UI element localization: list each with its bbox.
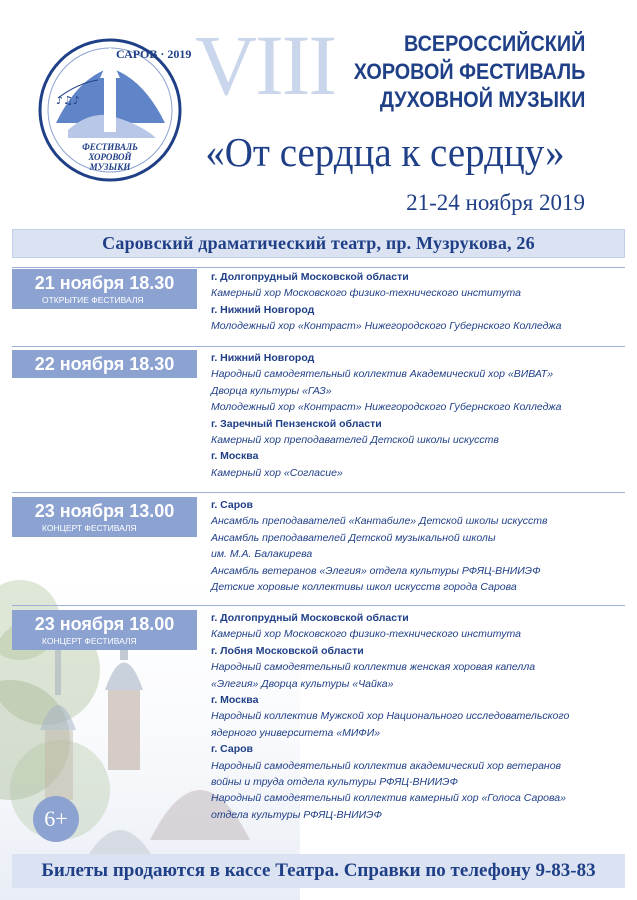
festival-logo (38, 38, 192, 183)
day-subtitle: КОНЦЕРТ ФЕСТИВАЛЯ (42, 523, 137, 533)
choir-entry: Народный самодеятельный коллектив Академический хор «ВИВАТ» (211, 368, 554, 381)
day-program (211, 269, 621, 335)
choir-entry: Народный коллектив Мужской хор Национального исследовательского (211, 710, 570, 723)
choir-entry: Молодежный хор «Контраст» Нижегородского Губернского Колледжа (211, 401, 562, 414)
day-header (12, 497, 197, 537)
choir-entry: Народный самодеятельный коллектив камерный хор «Голоса Сарова» (211, 792, 566, 805)
divider (12, 346, 625, 347)
choir-entry: Камерный хор «Согласие» (211, 466, 343, 479)
title-line: ДУХОВНОЙ МУЗЫКИ (379, 87, 585, 112)
choir-entry: Детские хоровые коллективы школ искусств города Сарова (211, 580, 517, 593)
day-subtitle: КОНЦЕРТ ФЕСТИВАЛЯ (42, 636, 137, 646)
choir-entry: Ансамбль преподавателей «Кантабиле» Детской школы искусств (211, 515, 548, 528)
day-header (12, 610, 197, 650)
day-date: 23 ноября 18.00 (34, 614, 175, 634)
logo-caption-1: ФЕСТИВАЛЬ (82, 142, 138, 152)
city-heading: г. Москва (211, 693, 259, 706)
svg-text:♪♫♪: ♪♫♪ (56, 94, 80, 107)
choir-entry: войны и труда отдела культуры РФЯЦ-ВНИИЭФ (211, 775, 459, 788)
divider (12, 267, 625, 268)
choir-entry: Камерный хор Московского физико-технического института (211, 628, 521, 641)
festival-slogan: «От сердца к сердцу» (205, 129, 565, 175)
ticket-info-text: Билеты продаются в кассе Театра. Справки по телефону 9-83-83 (41, 860, 596, 881)
choir-entry: Ансамбль ветеранов «Элегия» отдела культуры РФЯЦ-ВНИИЭФ (211, 564, 541, 577)
ticket-info-banner (12, 854, 625, 888)
choir-entry: Дворца культуры «ГАЗ» (211, 384, 332, 397)
choir-entry: Народный самодеятельный коллектив женская хоровая капелла (211, 661, 536, 674)
festival-title (353, 30, 585, 114)
choir-entry: Молодежный хор «Контраст» Нижегородского Губернского Колледжа (211, 320, 562, 333)
city-heading: г. Саров (211, 743, 253, 756)
day-header (12, 269, 197, 309)
city-heading: г. Москва (211, 450, 259, 463)
logo-caption-2: ХОРОВОЙ (88, 152, 132, 162)
choir-entry: им. М.А. Балакирева (211, 548, 313, 561)
city-heading: г. Лобня Московской области (211, 644, 364, 657)
choir-entry: Ансамбль преподавателей Детской музыкальной школы (211, 531, 496, 544)
choir-entry: «Элегия» Дворца культуры «Чайка» (211, 677, 394, 690)
day-program (211, 350, 621, 481)
choir-entry: ядерного университета «МИФИ» (211, 726, 381, 739)
choir-entry: Камерный хор преподавателей Детской школы искусств (211, 433, 499, 446)
day-program (211, 610, 621, 823)
day-subtitle: ОТКРЫТИЕ ФЕСТИВАЛЯ (42, 295, 144, 305)
city-heading: г. Саров (211, 499, 253, 511)
day-header (12, 350, 197, 378)
logo-ring-text: САРОВ · 2019 (116, 47, 192, 61)
city-heading: г. Долгопрудный Московской области (211, 612, 409, 624)
day-date: 22 ноября 18.30 (34, 354, 175, 374)
age-rating-badge: 6+ (33, 796, 79, 842)
title-line: ВСЕРОССИЙСКИЙ (403, 31, 585, 56)
choir-entry: Народный самодеятельный коллектив академический хор ветеранов (211, 759, 562, 772)
venue-text: Саровский драматический театр, пр. Музрукова, 26 (102, 233, 535, 253)
day-date: 21 ноября 18.30 (34, 273, 175, 293)
day-program (211, 497, 621, 595)
festival-dates: 21-24 ноября 2019 (406, 190, 585, 215)
city-heading: г. Нижний Новгород (211, 352, 315, 364)
city-heading: г. Нижний Новгород (211, 303, 315, 316)
choir-entry: Камерный хор Московского физико-технического института (211, 287, 521, 300)
city-heading: г. Заречный Пензенской области (211, 417, 382, 430)
city-heading: г. Долгопрудный Московской области (211, 271, 409, 283)
divider (12, 492, 625, 493)
edition-numeral: VIII (195, 17, 336, 113)
divider (12, 605, 625, 606)
logo-caption-3: МУЗЫКИ (89, 162, 131, 172)
day-date: 23 ноября 13.00 (34, 501, 175, 521)
title-line: ХОРОВОЙ ФЕСТИВАЛЬ (353, 59, 585, 84)
venue-banner (12, 229, 625, 258)
choir-entry: отдела культуры РФЯЦ-ВНИИЭФ (211, 808, 382, 821)
